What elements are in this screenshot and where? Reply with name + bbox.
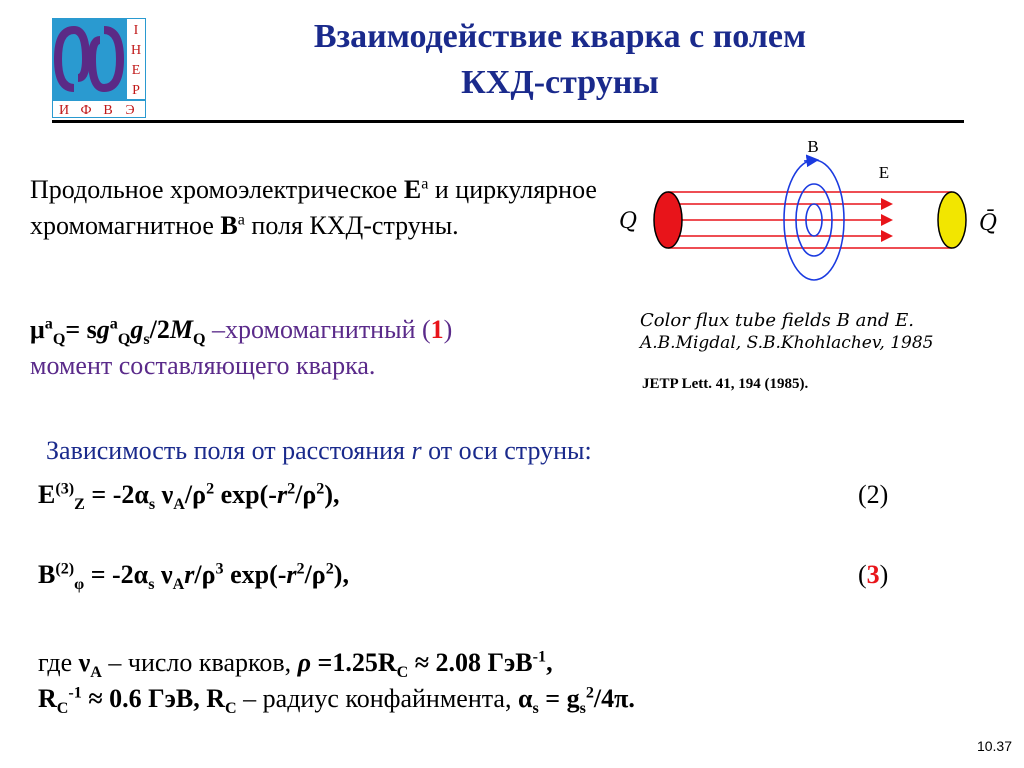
logo-letter-h: H [130,43,142,58]
where-t3: =1.25R [311,648,397,677]
equation-ref-1: 1 [430,315,444,344]
where2-t2: – радиус конфайнмента, [236,684,518,713]
logo-letter-e-ru: Э [125,103,135,118]
label-quark: Q [618,209,638,234]
intro-text-2: и циркулярное хромомагнитное [30,175,597,240]
eq3-sup-4: 2 [325,560,334,578]
distance-dependence-heading [46,436,592,466]
color-index-a: a [237,211,245,229]
eq2-body-3: exp(- [214,480,277,509]
where2-sup: -1 [68,684,82,702]
quark-disk [654,192,682,248]
field-b-symbol: B [220,211,238,240]
equation-2 [38,478,340,512]
mu-mass-sub: Q [193,331,206,349]
where-nu: ν [78,648,91,677]
eq3-sup-2: 3 [215,560,224,578]
where2-sub-c2: C [225,700,237,718]
logo-letter-e: E [131,63,141,78]
mu-close-paren: ) [443,315,453,344]
mu-description-line-2: момент составляющего кварка. [30,351,376,380]
where-t4: ≈ 2.08 ГэВ [408,648,533,677]
intro-text-3: поля КХД-струны. [244,211,459,240]
mu-div: /2 [149,315,170,344]
mu-symbol: μ [30,315,45,344]
equation-3 [38,558,349,592]
definitions-line-2 [38,682,635,716]
where2-t3: = g [538,684,580,713]
dep-text-1: Зависимость поля от расстояния [46,436,412,465]
title-divider [52,120,964,123]
mu-gs-sub: s [143,331,150,349]
logo-letter-i-ru: И [58,103,70,118]
mu-eq: = s [65,315,97,344]
eq3-num-open: ( [858,560,867,589]
eq3-num-close: ) [879,560,889,589]
antiquark-disk [938,192,966,248]
flux-tube-figure [600,130,1000,310]
eq3-body-2: /ρ [194,560,216,589]
label-b: B [807,137,819,156]
where-sup: -1 [532,648,547,666]
ihep-logo [52,18,146,118]
caption-line-1: Color flux tube fields B and E. [640,310,914,331]
where-sub-a: A [90,664,102,682]
where-t5: , [546,648,553,677]
eq3-nu: ν [154,560,173,589]
eq2-sup-4: 2 [316,480,325,498]
page-number: 10.37 [976,738,1012,754]
slide-title [170,14,950,106]
eq2-sub-s: s [148,496,156,514]
eq2-sub-a: A [173,496,185,514]
where-sub-c: C [396,664,409,682]
where-t2: – число кварков, [101,648,298,677]
where2-r: R [38,684,57,713]
where2-sub-s2: s [579,700,586,718]
definitions-line-1 [38,646,553,680]
eq3-sup: (2) [55,560,75,578]
eq2-r: r [276,480,288,509]
where2-sub-c: C [56,700,69,718]
eq3-body-1: = -2α [84,560,149,589]
mu-sub: Q [52,331,66,349]
equation-number-3 [858,558,888,592]
equation-number-2: (2) [858,480,889,509]
eq2-e: E [38,480,56,509]
eq3-b: B [38,560,56,589]
eq3-r1: r [184,560,195,589]
mu-g-sub: Q [117,331,131,349]
where-t1: где [38,648,79,677]
mu-gs: g [130,315,144,344]
field-e-symbol: E [403,175,422,204]
eq2-sup-3: 2 [287,480,296,498]
eq2-nu: ν [155,480,174,509]
intro-text-1: Продольное хромоэлектрическое [30,175,404,204]
where-rho: ρ [297,648,312,677]
logo-letter-v-ru: В [103,103,113,118]
eq3-num: 3 [866,560,880,589]
where2-t1: ≈ 0.6 ГэВ, R [81,684,226,713]
mu-mass: M [169,315,194,344]
eq2-sup-2: 2 [206,480,215,498]
eq3-sub-a: A [172,576,185,594]
color-index-a: a [421,175,429,193]
title-line-2: КХД-струны [461,64,659,101]
where2-alpha: α [517,684,533,713]
dep-text-2: от оси струны: [421,436,592,465]
caption-line-2: A.B.Migdal, S.B.Khohlachev, 1985 [640,333,934,353]
dep-r: r [411,436,422,465]
mu-g-sup: a [109,315,118,333]
intro-paragraph [30,172,600,244]
eq2-body-1: = -2α [84,480,149,509]
magnetic-moment-formula [30,312,630,384]
jetp-reference: JETP Lett. 41, 194 (1985). [642,376,809,392]
eq3-body-5: ), [333,560,349,589]
title-line-1: Взаимодействие кварка с полем [313,18,807,55]
logo-letter-f-ru: Ф [80,103,92,118]
label-antiquark: Q̄ [978,211,998,236]
eq3-sub-s: s [148,576,155,594]
eq2-sup: (3) [55,480,75,498]
eq3-sup-3: 2 [296,560,305,578]
eq3-sub: φ [74,576,85,594]
eq2-body-2: /ρ [184,480,207,509]
eq2-body-4: /ρ [295,480,317,509]
eq2-sub: Z [74,496,85,514]
eq3-r: r [286,560,297,589]
eq3-body-4: /ρ [304,560,326,589]
figure-caption [640,310,1000,354]
eq2-body-5: ), [324,480,340,509]
label-e: E [878,163,890,182]
where2-sub-s: s [532,700,539,718]
where2-sup2: 2 [585,684,594,702]
mu-g: g [96,315,110,344]
eq3-body-3: exp(- [223,560,287,589]
logo-letter-p: P [132,83,140,98]
logo-letter-i: I [133,23,139,38]
b-field-arrow [804,160,816,161]
mu-description: –хромомагнитный ( [205,315,431,344]
mu-sup: a [44,315,53,333]
where2-t4: /4π. [593,684,635,713]
